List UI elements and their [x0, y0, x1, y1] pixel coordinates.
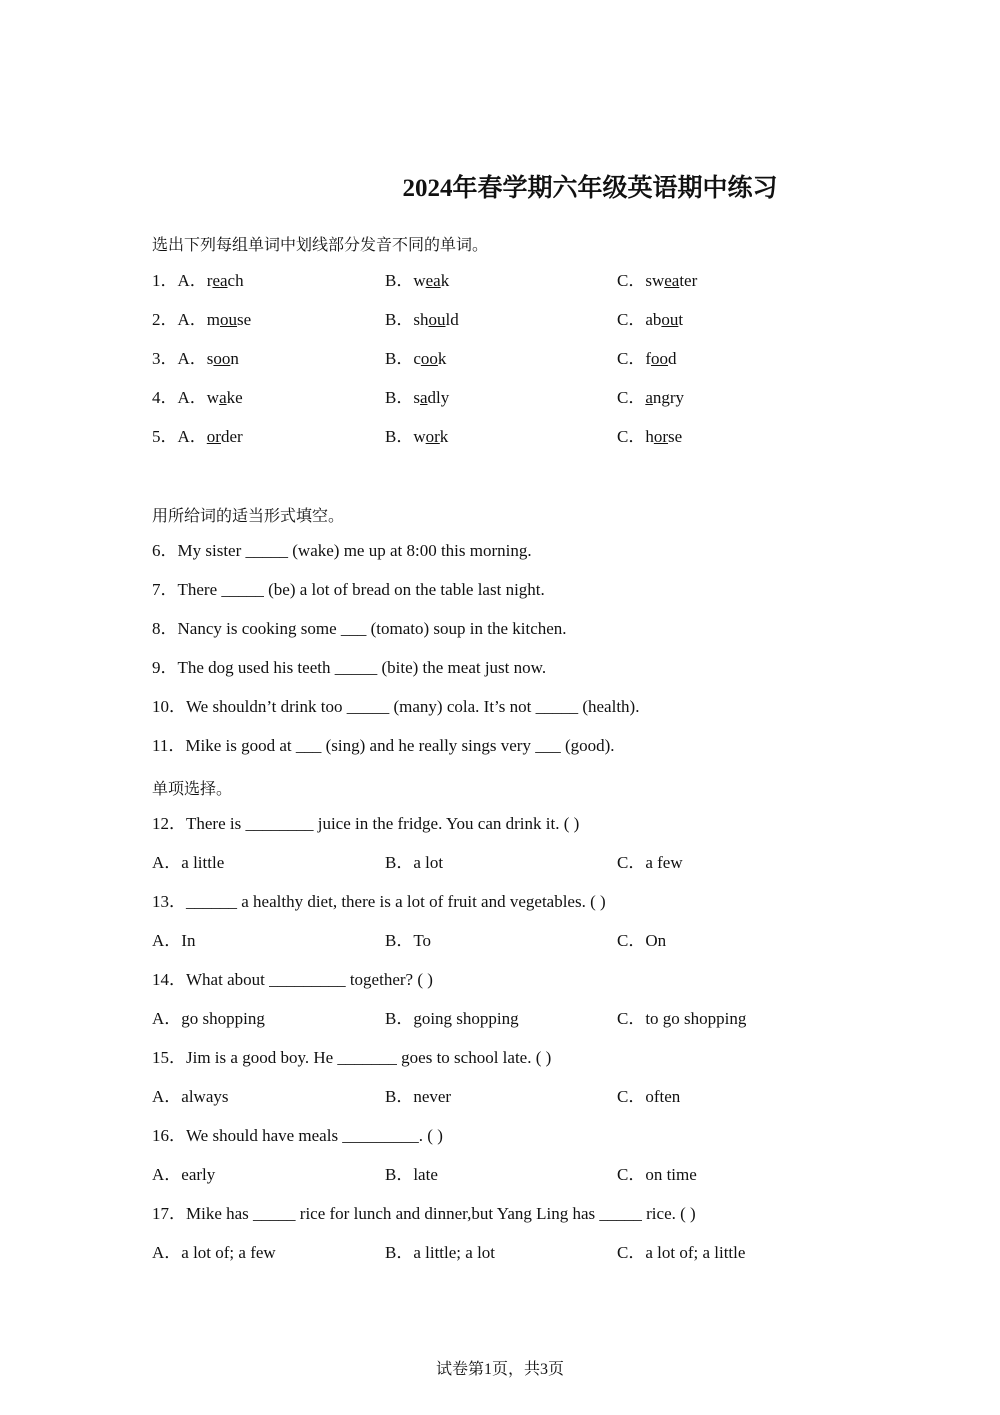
choice-question: 13．______ a healthy diet, there is a lot of fruit and vegetables. ( ) — [152, 892, 606, 911]
choice-question: 16．We should have meals _________. ( ) — [152, 1126, 443, 1145]
page-title: 2024年春学期六年级英语期中练习 — [402, 175, 778, 202]
option-b: B．a little; a lot — [385, 1243, 496, 1262]
option-b: B．going shopping — [385, 1009, 519, 1028]
fill-question: 6．My sister _____ (wake) me up at 8:00 this morning. — [152, 541, 532, 560]
option-c: C．often — [617, 1087, 681, 1106]
option-c: C．sweater — [617, 271, 698, 290]
option-a: 3．A．soon — [152, 349, 239, 368]
option-a: 2．A．mouse — [152, 310, 252, 329]
option-a: A．a lot of; a few — [152, 1243, 276, 1262]
section-heading-phonics: 选出下列每组单词中划线部分发音不同的单词。 — [152, 235, 489, 254]
page-footer: 试卷第1页，共3页 — [435, 1361, 564, 1378]
option-a: 5．A．order — [152, 427, 243, 446]
option-b: B．weak — [385, 271, 450, 290]
section-heading-choice: 单项选择。 — [152, 779, 233, 798]
option-a: A．early — [152, 1165, 216, 1184]
option-a: 4．A．wake — [152, 388, 243, 407]
option-c: C．horse — [617, 427, 683, 446]
option-b: B．late — [385, 1165, 438, 1184]
option-c: C．food — [617, 349, 677, 368]
option-c: C．about — [617, 310, 684, 329]
fill-question: 7．There _____ (be) a lot of bread on the table last night. — [152, 580, 545, 599]
fill-question: 9．The dog used his teeth _____ (bite) the meat just now. — [152, 658, 547, 677]
option-b: B．To — [385, 931, 432, 950]
fill-question: 11．Mike is good at ___ (sing) and he really sings very ___ (good). — [152, 736, 615, 755]
option-c: C．to go shopping — [617, 1009, 747, 1028]
option-c: C．on time — [617, 1165, 697, 1184]
choice-question: 12．There is ________ juice in the fridge. You can drink it. ( ) — [152, 814, 580, 833]
option-b: B．a lot — [385, 853, 444, 872]
fill-question: 8．Nancy is cooking some ___ (tomato) soup in the kitchen. — [152, 619, 567, 638]
option-c: C．a lot of; a little — [617, 1243, 746, 1262]
choice-question: 15．Jim is a good boy. He _______ goes to school late. ( ) — [152, 1048, 552, 1067]
option-b: B．cook — [385, 349, 447, 368]
option-a: A．go shopping — [152, 1009, 265, 1028]
section-heading-fill: 用所给词的适当形式填空。 — [152, 506, 345, 525]
option-b: B．should — [385, 310, 459, 329]
option-b: B．work — [385, 427, 449, 446]
option-a: A．In — [152, 931, 196, 950]
option-c: C．a few — [617, 853, 683, 872]
option-b: B．sadly — [385, 388, 450, 407]
option-c: C．On — [617, 931, 667, 950]
option-a: 1．A．reach — [152, 271, 244, 290]
choice-question: 17．Mike has _____ rice for lunch and dinner,but Yang Ling has _____ rice. ( ) — [152, 1204, 696, 1223]
fill-question: 10．We shouldn’t drink too _____ (many) cola. It’s not _____ (health). — [152, 697, 640, 716]
option-a: A．a little — [152, 853, 225, 872]
option-b: B．never — [385, 1087, 452, 1106]
option-a: A．always — [152, 1087, 229, 1106]
option-c: C．angry — [617, 388, 685, 407]
choice-question: 14．What about _________ together? ( ) — [152, 970, 433, 989]
